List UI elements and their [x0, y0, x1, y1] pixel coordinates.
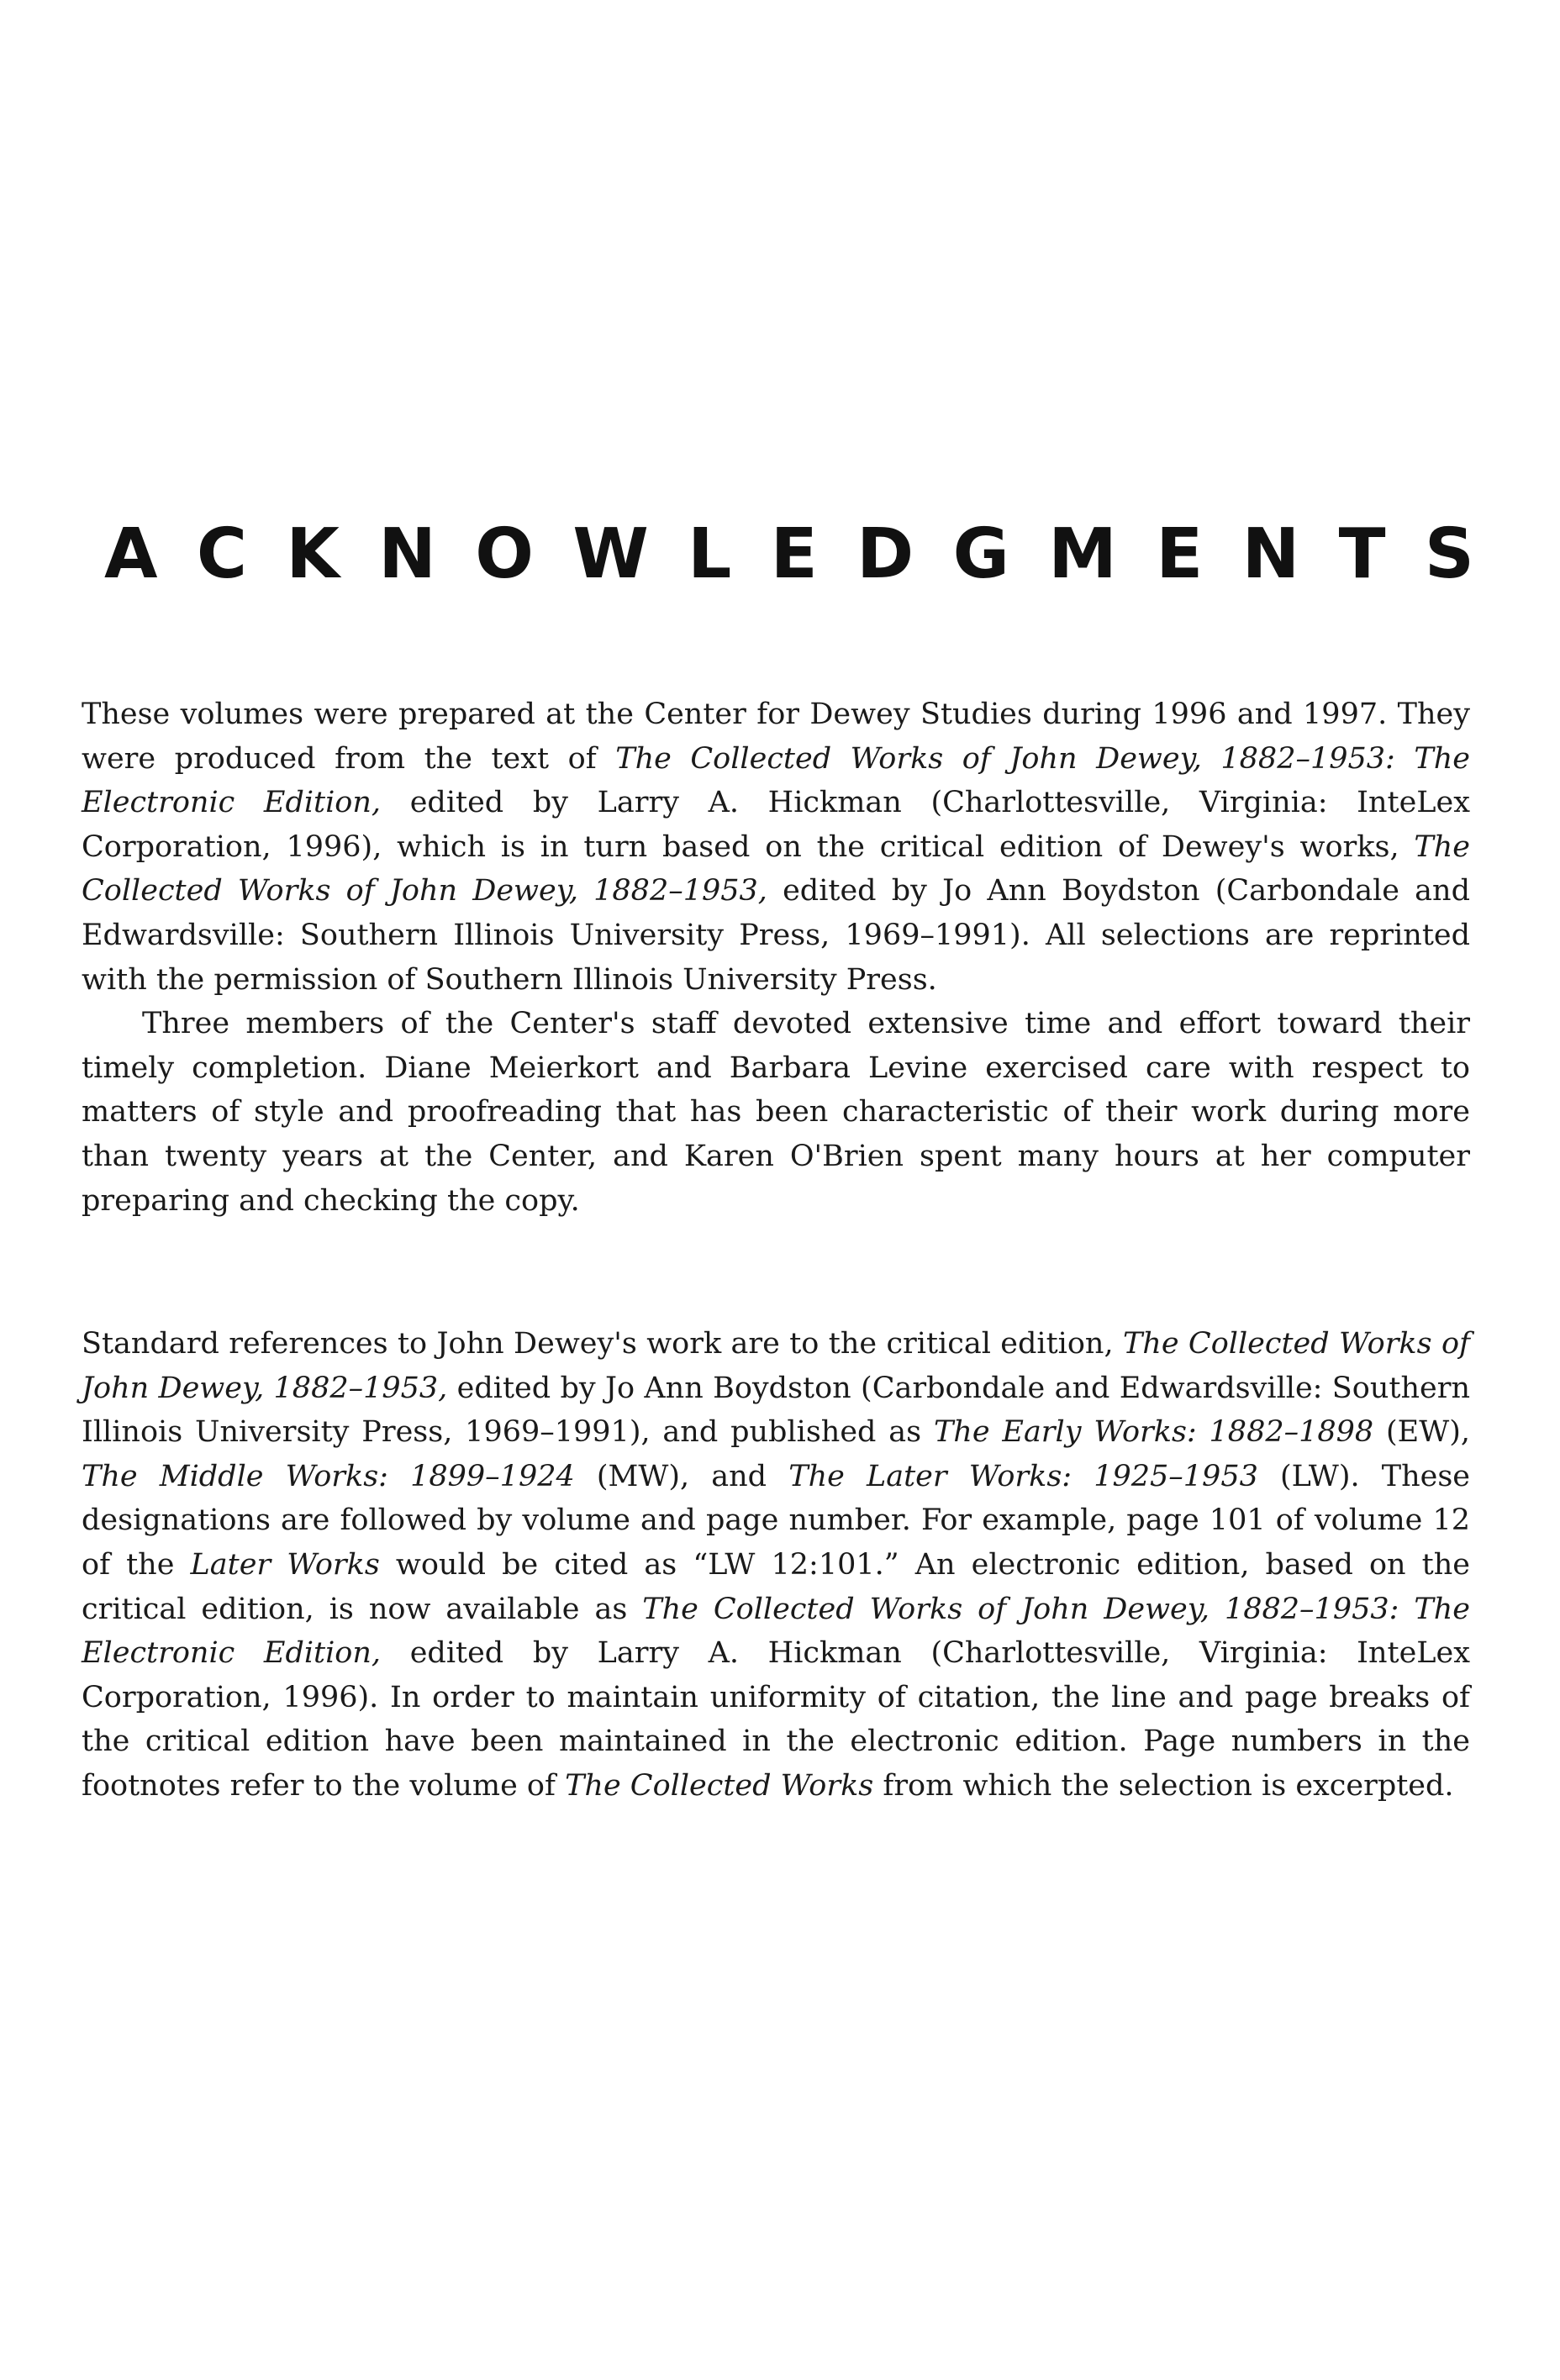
title-letter: E: [1156, 514, 1204, 594]
title-letter: K: [286, 514, 340, 594]
italic-title-text: The Collected Works of John Dewey, 1882–1953,: [82, 829, 1470, 908]
paragraph-text: edited by Larry A. Hickman (Charlottesville, Virginia: InteLex Corporation, 1996). In order to maintain uniformity of citation, the line and page breaks of the critical edition have been maintained in the electronic edition. Page numbers in the footnotes refer to the volume of: [82, 1636, 1470, 1803]
italic-title-text: The Middle Works: 1899–1924: [82, 1459, 575, 1493]
title-letter: M: [1048, 514, 1117, 594]
title-letter: S: [1424, 514, 1474, 594]
paragraph-text: (LW). These designations are followed by volume and page number. For example, page 101 of volume 12 of the: [82, 1459, 1471, 1582]
paragraph-text: edited by Larry A. Hickman (Charlottesville, Virginia: InteLex Corporation, 1996), which is in turn based on the critical edition of Dewey's works,: [82, 786, 1470, 864]
italic-title-text: Later Works: [190, 1547, 380, 1582]
references-section: [82, 1322, 1470, 1809]
italic-title-text: The Collected Works of John Dewey, 1882–1953: The Electronic Edition,: [82, 1592, 1471, 1671]
paragraph-text: Three members of the Center's staff devoted extensive time and effort toward their timely completion. Diane Meierkort and Barbara Levine exercised care with respect to matters of style and proofreading that has been characteristic of their work during more than twenty years at the Center, and Karen O'Brien spent many hours at her computer preparing and checking the copy.: [82, 1007, 1470, 1218]
italic-title-text: The Collected Works: [565, 1768, 874, 1803]
paragraph-text: edited by Jo Ann Boydston (Carbondale and Edwardsville: Southern Illinois University Press, 1969–1991), and published as: [82, 1371, 1470, 1450]
title-letter: A: [104, 514, 158, 594]
title-letter: C: [196, 514, 248, 594]
paragraph-text: from which the selection is excerpted.: [873, 1768, 1454, 1803]
intro-paragraph-2: [82, 1002, 1470, 1223]
title-letter: O: [475, 514, 534, 594]
intro-section: [82, 692, 1470, 1223]
paragraph-text: (MW), and: [574, 1459, 789, 1493]
paragraph-text: (EW),: [1373, 1415, 1470, 1450]
italic-title-text: The Early Works: 1882–1898: [933, 1415, 1374, 1450]
paragraph-text: would be cited as “LW 12:101.” An electronic edition, based on the critical edition, is now available as: [82, 1547, 1470, 1626]
title-letter: D: [856, 514, 914, 594]
title-letter: T: [1338, 514, 1386, 594]
intro-paragraph-1: [82, 692, 1470, 1002]
paragraph-text: These volumes were prepared at the Center for Dewey Studies during 1996 and 1997. They were produced from the text of: [82, 698, 1470, 776]
title-letter: N: [378, 514, 436, 594]
title-letter: N: [1241, 514, 1300, 594]
title-letter: G: [952, 514, 1009, 594]
page-title: [104, 513, 1474, 597]
title-letter: W: [572, 514, 649, 594]
references-paragraph: [82, 1322, 1470, 1809]
italic-title-text: The Collected Works of John Dewey, 1882–1953: The Electronic Edition,: [82, 741, 1470, 820]
paragraph-text: edited by Jo Ann Boydston (Carbondale and Edwardsville: Southern Illinois University Press, 1969–1991). All selections are reprinted with the permission of Southern Illinois University Press.: [82, 874, 1470, 997]
title-letter: L: [688, 514, 732, 594]
italic-title-text: The Collected Works of John Dewey, 1882–1953,: [82, 1327, 1471, 1405]
italic-title-text: The Later Works: 1925–1953: [788, 1459, 1258, 1493]
title-letter: E: [770, 514, 818, 594]
paragraph-text: Standard references to John Dewey's work are to the critical edition,: [82, 1327, 1123, 1361]
